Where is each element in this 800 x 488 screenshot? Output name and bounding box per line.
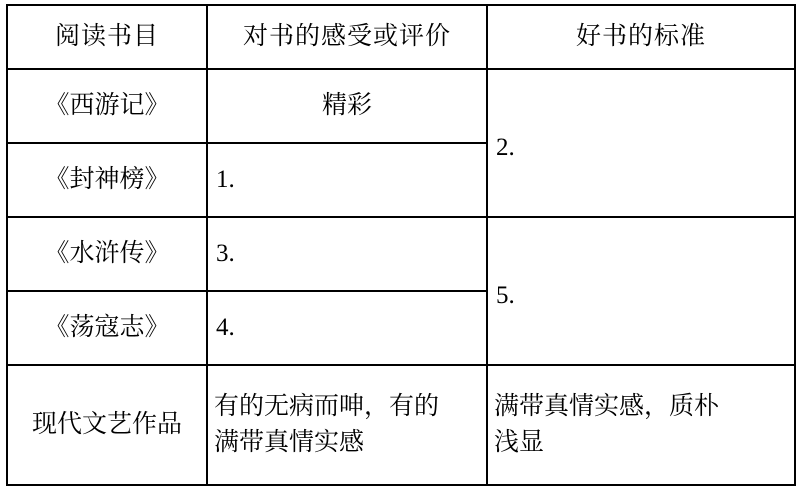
column-header-standard: [487, 5, 795, 69]
book-title-cell-3: [7, 217, 207, 291]
column-header-reading-list: [7, 5, 207, 69]
table-row: [7, 69, 795, 143]
standard-cell-2: [487, 217, 795, 365]
table-header-row: [7, 5, 795, 69]
book-title-cell-2: [7, 143, 207, 217]
comment-label-5: [208, 389, 486, 462]
book-title-label-2: 《封神榜》: [44, 166, 170, 194]
comment-label-4: 4.: [216, 314, 235, 342]
comment-line-2: 满带真情实感: [214, 429, 365, 456]
book-title-label-1: 《西游记》: [44, 92, 170, 120]
comment-label-3: 3.: [216, 240, 235, 268]
column-header-reading-list-label: 阅读书目: [54, 23, 159, 51]
standard-cell-3: [487, 365, 795, 485]
standard-label-3: [488, 389, 794, 462]
standard-line-1: 满带真情实感，质朴: [494, 392, 720, 420]
column-header-standard-label: 好书的标准: [575, 23, 706, 51]
table-row: [7, 217, 795, 291]
book-title-label-5: 现代文艺作品: [31, 411, 182, 439]
table-row: [7, 365, 795, 485]
comment-cell-5: [207, 365, 487, 485]
comment-label-1: 精彩: [321, 92, 372, 120]
comment-line-1: 有的无病而呻，有的: [214, 392, 440, 420]
comment-cell-2: [207, 143, 487, 217]
book-title-label-3: 《水浒传》: [44, 240, 170, 268]
comment-label-2: 1.: [216, 166, 235, 194]
comment-cell-1: [207, 69, 487, 143]
book-title-cell-4: [7, 291, 207, 365]
comment-cell-4: [207, 291, 487, 365]
standard-label-2: 5.: [496, 282, 515, 310]
column-header-impression-label: 对书的感受或评价: [242, 23, 451, 51]
standard-line-2: 浅显: [494, 429, 545, 456]
standard-cell-1: [487, 69, 795, 217]
comment-cell-3: [207, 217, 487, 291]
book-title-cell-5: [7, 365, 207, 485]
standard-label-1: 2.: [496, 134, 515, 162]
book-title-label-4: 《荡寇志》: [44, 314, 170, 342]
reading-comparison-table: [6, 4, 796, 486]
book-title-cell-1: [7, 69, 207, 143]
column-header-impression: [207, 5, 487, 69]
